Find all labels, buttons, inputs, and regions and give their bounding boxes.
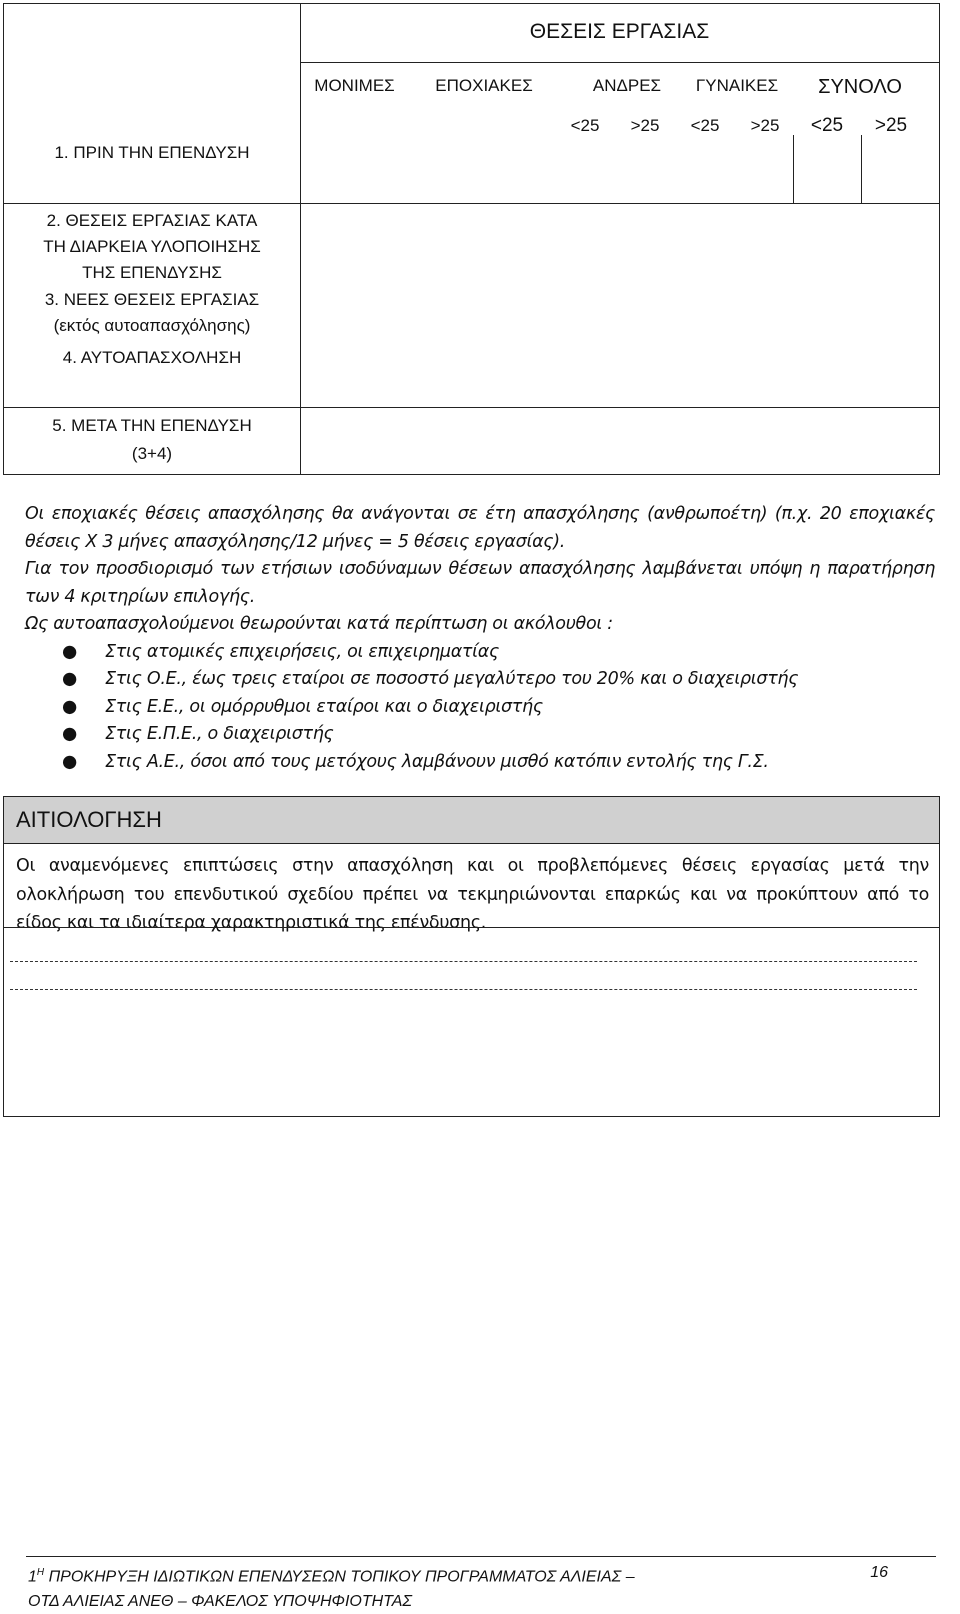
footer-line-1: $1^H$ ΠΡΟΚΗΡΥΞΗ ΙΔΙΩΤΙΚΩΝ ΕΠΕΝΔΥΣΕΩΝ ΤΟΠΙΚΟΥ ΠΡΟΓΡΑΜΜΑΤΟΣ ΑΛΙΕΙΑΣ – (28, 1567, 635, 1586)
notes-section (25, 501, 935, 776)
list-item: ● Στις Ε.Ε., οι ομόρρυθμοι εταίροι και ο διαχειριστής (25, 694, 935, 722)
page-number: 16 (870, 1564, 888, 1581)
row-label-new-2: (εκτός αυτοαπασχόλησης) (53, 316, 251, 335)
justification-box (3, 796, 940, 1117)
justification-input-area[interactable] (4, 929, 939, 1116)
header-women: ΓΥΝΑΙΚΕΣ (695, 76, 779, 95)
bullet-icon: ● (62, 669, 77, 689)
row-label-during-3: ΤΗΣ ΕΠΕΝΔΥΣΗΣ (82, 263, 222, 282)
note-self-employed-intro: Ως αυτοαπασχολούμενοι θεωρούνται κατά περίπτωση οι ακόλουθοι : (25, 614, 613, 634)
header-total: ΣΥΝΟΛΟ (818, 76, 902, 98)
row-separator (4, 407, 939, 408)
row-label-during-1: 2. ΘΕΣΕΙΣ ΕΡΓΑΣΙΑΣ ΚΑΤΑ (46, 211, 258, 230)
justification-heading: ΑΙΤΙΟΛΟΓΗΣΗ (4, 797, 939, 844)
page-footer (28, 1560, 928, 1614)
row-label-self-employment: 4. ΑΥΤΟΑΠΑΣΧΟΛΗΣΗ (62, 348, 242, 367)
self-employed-list (25, 639, 935, 777)
note-seasonal: Οι εποχιακές θέσεις απασχόλησης θα ανάγονται σε έτη απασχόλησης (ανθρωποέτη) (π.χ. 20 εποχιακές θέσεις Χ 3 μήνες απασχόλησης/12 μήνες = 5 θέσεις εργασίας). (25, 504, 935, 552)
header-permanent: ΜΟΝΙΜΕΣ (314, 76, 395, 95)
age-label: >25 (750, 116, 780, 135)
justification-separator (4, 927, 939, 928)
age-label: <25 (690, 116, 720, 135)
bullet-icon: ● (62, 751, 77, 772)
header-men: ΑΝΔΡΕΣ (592, 76, 662, 95)
table-column-divider (300, 4, 301, 474)
table-title: ΘΕΣΕΙΣ ΕΡΓΑΣΙΑΣ (529, 20, 710, 43)
row-label-after-2: (3+4) (131, 444, 173, 463)
jobs-table (3, 3, 940, 475)
row-label-before: 1. ΠΡΙΝ ΤΗΝ ΕΠΕΝΔΥΣΗ (54, 143, 250, 162)
list-item: ● Στις ατομικές επιχειρήσεις, οι επιχειρηματίας (25, 639, 935, 667)
age-label: <25 (810, 115, 844, 136)
row-separator (4, 203, 939, 204)
title-separator (300, 62, 939, 63)
row-label-new-1: 3. ΝΕΕΣ ΘΕΣΕΙΣ ΕΡΓΑΣΙΑΣ (44, 290, 260, 309)
footer-line-2: ΟΤΔ ΑΛΙΕΙΑΣ ΑΝΕΘ – ΦΑΚΕΛΟΣ ΥΠΟΨΗΦΙΟΤΗΤΑΣ (28, 1593, 413, 1611)
list-item: ● Στις Ο.Ε., έως τρεις εταίροι σε ποσοστό μεγαλύτερο του 20% και ο διαχειριστής (25, 666, 935, 694)
bullet-icon: ● (62, 641, 77, 662)
justification-text: Οι αναμενόμενες επιπτώσεις στην απασχόληση και οι προβλεπόμενες θέσεις εργασίας μετά την ολοκλήρωση του επενδυτικού σχεδίου πρέπει να τεκμηριώνονται επαρκώς και να προκύπτουν από το είδος και τα ιδιαίτερα χαρακτηριστικά της επένδυσης. (16, 856, 929, 933)
list-item: ● Στις Α.Ε., όσοι από τους μετόχους λαμβάνουν μισθό κατόπιν εντολής της Γ.Σ. (25, 749, 935, 777)
row-label-during-2: ΤΗ ΔΙΑΡΚΕΙΑ ΥΛΟΠΟΙΗΣΗΣ (43, 237, 261, 256)
list-item: ● Στις Ε.Π.Ε., ο διαχειριστής (25, 721, 935, 749)
footer-rule (26, 1556, 936, 1557)
bullet-icon: ● (62, 724, 77, 744)
note-equivalent: Για τον προσδιορισμό των ετήσιων ισοδύναμων θέσεων απασχόλησης λαμβάνεται υπόψη η παρατήρηση των 4 κριτηρίων επιλογής. (25, 559, 935, 607)
bullet-icon: ● (62, 696, 77, 717)
total-divider (793, 135, 794, 203)
header-seasonal: ΕΠΟΧΙΑΚΕΣ (435, 76, 533, 95)
total-divider (861, 135, 862, 203)
age-label: >25 (630, 116, 660, 135)
age-label: >25 (874, 115, 908, 136)
age-label: <25 (570, 116, 600, 135)
row-label-after-1: 5. ΜΕΤΑ ΤΗΝ ΕΠΕΝΔΥΣΗ (52, 416, 252, 435)
